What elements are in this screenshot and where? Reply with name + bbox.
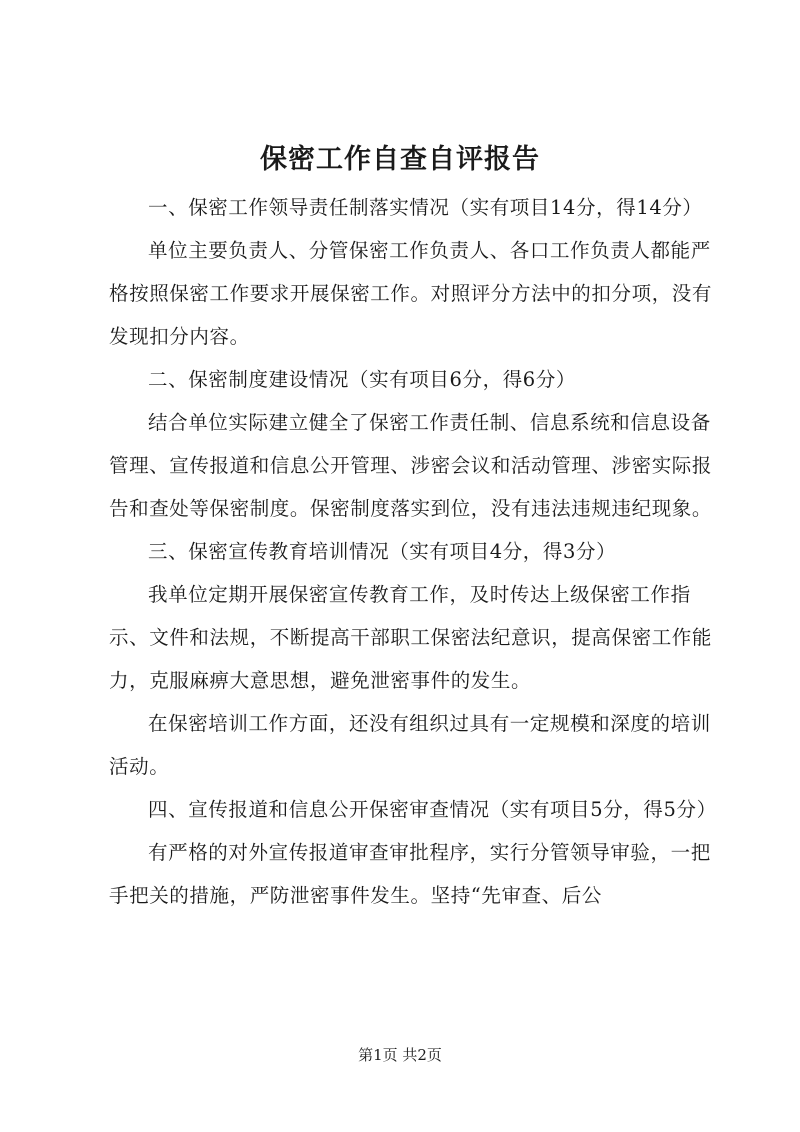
document-body [109, 186, 717, 917]
section-heading-2: 二、保密制度建设情况（实有项目6分，得6分） [148, 368, 577, 391]
section-heading-1: 一、保密工作领导责任制落实情况（实有项目14分，得14分） [148, 196, 703, 219]
paragraph: 我单位定期开展保密宣传教育工作，及时传达上级保密工作指示、文件和法规，不断提高干部职工保密法纪意识，提高保密工作能力，克服麻痹大意思想，避免泄密事件的发生。 [109, 583, 713, 692]
section-heading-4: 四、宣传报道和信息公开保密审查情况（实有项目5分，得5分） [148, 798, 717, 821]
page-number-footer: 第1页 共2页 [358, 1046, 442, 1064]
section-heading-3: 三、保密宣传教育培训情况（实有项目4分，得3分） [148, 540, 617, 563]
paragraph: 单位主要负责人、分管保密工作负责人、各口工作负责人都能严格按照保密工作要求开展保密工作。对照评分方法中的扣分项，没有发现扣分内容。 [109, 239, 713, 348]
paragraph: 有严格的对外宣传报道审查审批程序，实行分管领导审验，一把手把关的措施，严防泄密事件发生。坚持“先审查、后公 [109, 841, 711, 907]
paragraph: 在保密培训工作方面，还没有组织过具有一定规模和深度的培训活动。 [109, 712, 711, 778]
document-title: 保密工作自查自评报告 [260, 144, 540, 175]
paragraph: 结合单位实际建立健全了保密工作责任制、信息系统和信息设备管理、宣传报道和信息公开管理、涉密会议和活动管理、涉密实际报告和查处等保密制度。保密制度落实到位，没有违法违规违纪现象。 [109, 411, 713, 520]
